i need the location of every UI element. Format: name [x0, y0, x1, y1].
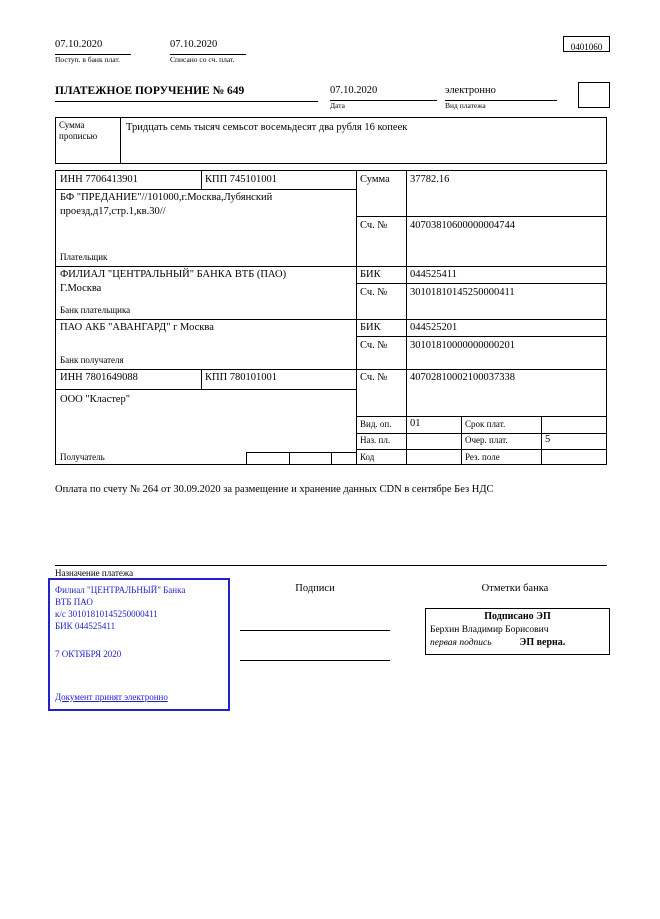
amount-in-words-label	[59, 120, 97, 142]
requisites-table	[55, 170, 607, 465]
code-label: Код	[360, 452, 375, 462]
divider	[356, 283, 606, 284]
esign-validity: ЭП верна.	[519, 637, 566, 649]
payee-bank-section-label: Банк получателя	[60, 355, 124, 365]
priority-label: Очер. плат.	[465, 435, 508, 445]
payer-account-label: Сч. №	[360, 220, 388, 231]
bank-stamp-line1: Филиал "ЦЕНТРАЛЬНЫЙ" Банка	[55, 585, 186, 595]
received-date-value: 07.10.2020	[55, 38, 131, 55]
divider	[541, 416, 542, 464]
payer-account-value: 40703810600000004744	[410, 220, 515, 231]
divider	[331, 452, 332, 464]
signatures-label: Подписи	[295, 583, 335, 594]
payer-inn: ИНН 7706413901	[60, 174, 138, 185]
page-title: ПЛАТЕЖНОЕ ПОРУЧЕНИЕ № 649	[55, 85, 245, 97]
esign-stamp	[425, 608, 610, 655]
signature-line-1	[240, 630, 390, 631]
esign-signature-kind: первая подпись	[430, 638, 492, 649]
esign-title: Подписано ЭП	[484, 611, 551, 622]
divider	[56, 266, 606, 267]
payee-bank-name: ПАО АКБ "АВАНГАРД" г Москва	[60, 322, 214, 333]
payment-kind-checkbox	[578, 82, 610, 108]
payee-bank-bik-value: 044525201	[410, 322, 458, 333]
divider	[356, 171, 357, 464]
written-off-date-value: 07.10.2020	[170, 38, 246, 55]
payee-bank-bik-label: БИК	[360, 322, 381, 333]
divider	[201, 171, 202, 189]
divider	[201, 369, 202, 389]
bank-stamp-note: Документ принят электронно	[55, 691, 168, 702]
payer-bank-bik-value: 044525411	[410, 269, 457, 280]
divider	[56, 319, 606, 320]
payee-account-value: 40702810002100037338	[410, 372, 515, 383]
form-code-box	[563, 36, 610, 52]
written-off-date-label: Списано со сч. плат.	[170, 54, 235, 64]
payment-kind-label: Вид платежа	[445, 100, 486, 110]
payment-purpose-text: Оплата по счету № 264 от 30.09.2020 за размещение и хранение данных CDN в сентябре Без НДС	[55, 484, 494, 495]
due-date-label: Срок плат.	[465, 419, 506, 429]
payer-kpp: КПП 745101001	[205, 174, 278, 185]
amount-in-words-value: Тридцать семь тысяч семьсот восемьдесят два рубля 16 копеек	[126, 122, 408, 133]
divider	[406, 171, 407, 464]
payment-purpose-label: Назначение платежа	[55, 568, 134, 578]
bank-stamp-line2: ВТБ ПАО	[55, 597, 93, 608]
amount-in-words-label-line2: прописью	[59, 130, 98, 141]
document-date-label: Дата	[330, 100, 345, 110]
payer-bank-bik-label: БИК	[360, 269, 381, 280]
payer-bank-account-value: 30101810145250000411	[410, 287, 515, 298]
divider	[356, 416, 606, 417]
payee-name: ООО "Кластер"	[60, 394, 131, 405]
divider	[246, 452, 247, 464]
esign-signer: Берхин Владимир Борисович	[430, 624, 549, 635]
payment-kind-field	[445, 84, 557, 110]
payer-bank-section-label: Банк плательщика	[60, 305, 131, 315]
received-date-field	[55, 38, 131, 64]
bank-stamp-line3: к/с 30101810145250000411	[55, 609, 158, 620]
received-date-label: Поступ. в банк плат.	[55, 54, 120, 64]
payer-name: БФ "ПРЕДАНИЕ"//101000,г.Москва,Лубянский проезд,д17,стр.1,кв.30//	[60, 192, 273, 217]
amount-in-words-block	[55, 117, 607, 164]
written-off-date-field	[170, 38, 246, 64]
amount-value: 37782.16	[410, 174, 450, 185]
priority-value: 5	[545, 434, 551, 445]
payment-kind-value: электронно	[445, 84, 557, 101]
reserve-field-label: Рез. поле	[465, 452, 500, 462]
signature-line-2	[240, 660, 390, 661]
document-date-value: 07.10.2020	[330, 84, 437, 101]
payer-bank-account-label: Сч. №	[360, 287, 388, 298]
bank-stamp-line4: БИК 044525411	[55, 621, 116, 632]
payee-bank-account-label: Сч. №	[360, 340, 388, 351]
purpose-code-label: Наз. пл.	[360, 435, 391, 445]
title-underline	[55, 101, 318, 102]
divider	[120, 118, 121, 163]
amount-in-words-label-line1: Сумма	[59, 120, 85, 130]
document-date-field	[330, 84, 437, 110]
op-kind-value: 01	[410, 418, 421, 429]
divider	[56, 389, 356, 390]
op-kind-label: Вид. оп.	[360, 419, 392, 429]
form-code: 0401060	[570, 42, 603, 52]
divider	[356, 449, 606, 450]
divider	[56, 369, 606, 370]
payee-inn: ИНН 7801649088	[60, 372, 138, 383]
divider	[356, 433, 606, 434]
payee-bank-account-value: 30101810000000000201	[410, 340, 515, 351]
purpose-underline	[55, 565, 607, 566]
divider	[356, 216, 606, 217]
bank-stamp-date: 7 ОКТЯБРЯ 2020	[55, 648, 122, 659]
divider	[289, 452, 290, 464]
divider	[461, 416, 462, 464]
divider	[56, 189, 356, 190]
bank-marks-label: Отметки банка	[481, 583, 549, 594]
divider	[356, 336, 606, 337]
payer-bank-name-line2: Г.Москва	[60, 283, 102, 294]
payee-account-label: Сч. №	[360, 372, 388, 383]
amount-label: Сумма	[360, 174, 390, 185]
payee-section-label: Получатель	[60, 452, 105, 462]
divider	[246, 452, 356, 453]
bank-stamp	[48, 578, 230, 711]
payee-kpp: КПП 780101001	[205, 372, 278, 383]
payer-section-label: Плательщик	[60, 252, 108, 262]
payer-bank-name-line1: ФИЛИАЛ "ЦЕНТРАЛЬНЫЙ" БАНКА ВТБ (ПАО)	[60, 269, 287, 280]
